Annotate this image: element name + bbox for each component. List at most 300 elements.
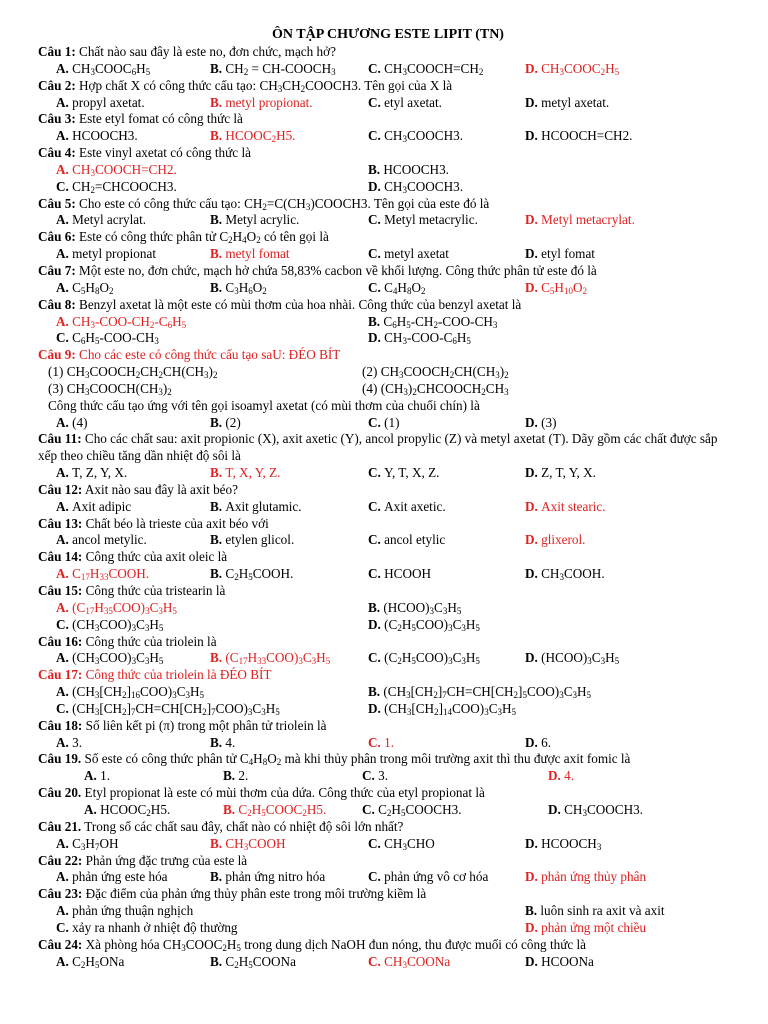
option-letter: B.	[210, 869, 226, 885]
question-stem: Trong số các chất sau đây, chất nào có nhiệt độ sôi lớn nhất?	[81, 818, 404, 834]
formula-list-row	[38, 381, 738, 398]
option-letter: B.	[210, 734, 226, 750]
option-text: $C_2H_5COONa$	[225, 953, 296, 970]
question	[38, 196, 738, 213]
answer-option[interactable]	[210, 280, 267, 297]
question	[38, 145, 738, 162]
option-letter: C.	[368, 869, 385, 885]
answer-option[interactable]	[56, 684, 204, 701]
option-letter: B.	[368, 313, 384, 329]
answer-row	[38, 836, 738, 853]
answer-option[interactable]	[56, 330, 159, 347]
option-text: $C_2H_5ONa$	[72, 953, 125, 970]
answer-row	[38, 566, 738, 583]
option-text: 4.	[225, 734, 236, 750]
question	[38, 297, 738, 314]
option-text: Y, T, X, Z.	[384, 465, 440, 481]
option-letter: A.	[84, 801, 101, 817]
answer-option[interactable]	[56, 650, 163, 667]
option-letter: B.	[210, 835, 226, 851]
option-text: $(C_{17}H_{35}COO)_3C_3H_5$	[72, 599, 177, 616]
option-text: $HCOOC_2H5$.	[100, 801, 171, 818]
question-number: Câu 18:	[38, 717, 83, 733]
answer-option[interactable]	[525, 415, 557, 432]
answer-option[interactable]	[525, 903, 665, 920]
formula-item	[48, 364, 217, 381]
question-number: Câu 7:	[38, 262, 76, 278]
option-letter: B.	[210, 650, 226, 666]
option-letter: B.	[210, 414, 226, 430]
answer-option[interactable]	[368, 684, 591, 701]
question	[38, 886, 738, 903]
answer-option[interactable]	[84, 768, 110, 785]
answer-option[interactable]	[368, 617, 480, 634]
answer-option[interactable]	[525, 920, 646, 937]
option-text: phản ứng một chiều	[541, 919, 647, 935]
option-letter: B.	[210, 465, 226, 481]
option-letter: B.	[210, 279, 226, 295]
option-letter: C.	[368, 246, 385, 262]
option-text: $C_2H_5COOC_2H5$.	[238, 801, 327, 818]
question-stem: Công thức của triolein là ĐÉO BÍT	[82, 667, 272, 683]
option-letter: A.	[56, 313, 73, 329]
answer-option[interactable]	[56, 566, 149, 583]
option-letter: C.	[368, 279, 385, 295]
answer-option[interactable]	[368, 735, 394, 752]
option-text: 6.	[541, 734, 552, 750]
question	[38, 785, 738, 802]
question-number: Câu 16:	[38, 633, 83, 649]
option-letter: C.	[368, 734, 385, 750]
answer-option[interactable]	[210, 954, 296, 971]
question-stem: Số liên kết pi (π) trong một phân tử triolein là	[82, 717, 327, 733]
answer-option[interactable]	[56, 903, 193, 920]
answer-option[interactable]	[525, 95, 609, 112]
answer-option[interactable]	[56, 246, 156, 263]
option-text: $(C_2H_5COO)_3C_3H_5$	[384, 650, 480, 667]
answer-option[interactable]	[368, 314, 497, 331]
option-text: $CH_3COONa$	[384, 953, 451, 970]
answer-row	[38, 61, 738, 78]
question-stem: Este vinyl axetat có công thức là	[75, 145, 251, 161]
answer-option[interactable]	[368, 162, 449, 179]
question	[38, 667, 738, 684]
option-letter: C.	[56, 178, 73, 194]
option-letter: A.	[56, 128, 73, 144]
question	[38, 44, 738, 61]
answer-row	[38, 415, 738, 432]
question-number: Câu 8:	[38, 296, 76, 312]
option-text: $(CH_3[CH_2]_{14}COO)_3C_3H_5$	[384, 700, 517, 717]
option-text: 3.	[72, 734, 83, 750]
question-stem: Phản ứng đặc trưng của este là	[82, 852, 248, 868]
question	[38, 78, 738, 95]
answer-option[interactable]	[56, 128, 138, 145]
option-text: T, X, Y, Z.	[225, 465, 281, 481]
answer-option[interactable]	[368, 836, 435, 853]
option-letter: D.	[525, 566, 542, 582]
option-letter: A.	[56, 60, 73, 76]
answer-option[interactable]	[368, 566, 431, 583]
option-text: Metyl acrylat.	[72, 212, 147, 228]
option-text: HCOOH	[384, 566, 432, 582]
option-letter: C.	[368, 953, 385, 969]
answer-option[interactable]	[525, 246, 595, 263]
option-letter: C.	[368, 532, 385, 548]
answer-row	[38, 499, 738, 516]
option-letter: D.	[525, 734, 542, 750]
answer-row	[38, 465, 738, 482]
option-text: Metyl metacrylat.	[541, 212, 635, 228]
option-text: $CH_3-COO-C_6H_5$	[384, 330, 471, 347]
option-text: ancol etylic	[384, 532, 446, 548]
answer-option[interactable]	[56, 920, 238, 937]
option-letter: A.	[56, 869, 73, 885]
formula-item	[48, 381, 172, 398]
question-stem: Đặc điểm của phản ứng thủy phân este trong môi trường kiềm là	[82, 886, 427, 902]
answer-option[interactable]	[548, 768, 574, 785]
option-letter: C.	[368, 498, 385, 514]
option-letter: B.	[210, 498, 226, 514]
option-letter: D.	[525, 279, 542, 295]
option-letter: C.	[56, 700, 73, 716]
option-letter: A.	[56, 212, 73, 228]
answer-option[interactable]	[525, 465, 596, 482]
answer-option[interactable]	[56, 532, 147, 549]
answer-option[interactable]	[56, 869, 168, 886]
option-letter: C.	[368, 60, 385, 76]
question-stem: Este etyl fomat có công thức là	[75, 111, 243, 127]
option-text: $HCOOCH_3$	[541, 835, 602, 852]
option-letter: C.	[368, 650, 385, 666]
option-text: HCOOCH=CH2.	[541, 128, 633, 144]
option-letter: C.	[368, 212, 385, 228]
option-letter: A.	[56, 599, 73, 615]
question-stem: Công thức của triolein là	[82, 633, 217, 649]
option-text: (1)	[384, 414, 400, 430]
answer-row	[38, 684, 738, 701]
question-number: Câu 24:	[38, 936, 83, 952]
question-stem: Công thức của axit oleic là	[82, 549, 228, 565]
option-letter: D.	[525, 835, 542, 851]
answer-option[interactable]	[525, 566, 605, 583]
option-letter: C.	[362, 801, 379, 817]
option-text: $(HCOO)_3C_3H_5$	[541, 650, 620, 667]
question-stem: Cho các chất sau: axit propionic (X), axit axetic (Y), ancol propylic (Z) và metyl axetat (T). Dãy gồm các chất được sắp xếp theo chiều tăng dần nhiệt độ sôi là	[38, 431, 718, 464]
answer-option[interactable]	[525, 128, 632, 145]
question-stem: Chất nào sau đây là este no, đơn chức, mạch hở?	[75, 44, 336, 59]
question-number: Câu 12:	[38, 481, 83, 497]
answer-row	[38, 179, 738, 196]
answer-option[interactable]	[84, 802, 170, 819]
option-text: Axit stearic.	[541, 498, 606, 514]
answer-option[interactable]	[223, 802, 326, 819]
option-letter: B.	[210, 246, 226, 262]
answer-row	[38, 212, 738, 229]
option-letter: D.	[525, 465, 542, 481]
answer-option[interactable]	[525, 650, 619, 667]
answer-option[interactable]	[210, 869, 325, 886]
answer-option[interactable]	[368, 330, 471, 347]
answer-option[interactable]	[525, 532, 585, 549]
answer-option[interactable]	[56, 61, 150, 78]
option-text: $(CH_3[CH_2]_7CH=CH[CH_2]_7COO)_3C_3H_5$	[72, 700, 280, 717]
option-text: $C_3H_7OH$	[72, 835, 119, 852]
option-letter: C.	[56, 330, 73, 346]
option-text: metyl fomat	[225, 246, 290, 262]
option-letter: A.	[56, 684, 73, 700]
answer-row	[38, 162, 738, 179]
answer-option[interactable]	[56, 465, 127, 482]
formula-item	[362, 381, 509, 398]
option-text: Z, T, Y, X.	[541, 465, 596, 481]
answer-option[interactable]	[362, 768, 388, 785]
answer-option[interactable]	[210, 650, 330, 667]
question-stem: Số este có công thức phân tử $C_4H_8O_2$ mà khi thủy phân trong môi trường axit thì thu được axit fomic là	[84, 751, 631, 768]
answer-option[interactable]	[210, 212, 299, 229]
answer-option[interactable]	[368, 212, 478, 229]
option-letter: D.	[525, 498, 542, 514]
question	[38, 482, 738, 499]
question-number: Câu 19.	[38, 751, 82, 767]
option-text: HCOONa	[541, 953, 594, 969]
answer-option[interactable]	[525, 499, 606, 516]
question-number: Câu 17:	[38, 667, 83, 683]
answer-option[interactable]	[362, 802, 462, 819]
answer-option[interactable]	[56, 95, 145, 112]
answer-option[interactable]	[210, 836, 286, 853]
answer-option[interactable]	[525, 735, 551, 752]
option-letter: D.	[368, 330, 385, 346]
answer-option[interactable]	[56, 314, 186, 331]
option-text: HCOOCH3.	[383, 161, 449, 177]
question	[38, 853, 738, 870]
answer-option[interactable]	[368, 61, 483, 78]
option-text: Metyl acrylic.	[225, 212, 300, 228]
answer-option[interactable]	[223, 768, 248, 785]
answer-row	[38, 920, 738, 937]
option-text: HCOOCH3.	[72, 128, 138, 144]
option-letter: B.	[210, 60, 226, 76]
option-text: $CH_3CHO$	[384, 835, 435, 852]
question	[38, 718, 738, 735]
option-letter: D.	[525, 128, 542, 144]
page-title: ÔN TẬP CHƯƠNG ESTE LIPIT (TN)	[272, 27, 504, 42]
option-letter: C.	[362, 768, 379, 784]
option-text: (4) $(CH_3)_2CHCOOCH_2CH_3$	[362, 380, 509, 397]
answer-option[interactable]	[368, 499, 446, 516]
question	[38, 549, 738, 566]
option-text: $CH_2$ = $CH-COOCH_3$	[225, 60, 336, 77]
option-letter: A.	[56, 498, 73, 514]
answer-option[interactable]	[210, 95, 313, 112]
option-text: $C_6H_5-COO-CH_3$	[72, 330, 159, 347]
question-stem: Chất béo là trieste của axit béo với	[82, 515, 269, 531]
answer-option[interactable]	[210, 532, 294, 549]
answer-option[interactable]	[56, 280, 113, 297]
option-text: $C_2H_5COOH$.	[225, 566, 294, 583]
answer-row	[38, 246, 738, 263]
answer-option[interactable]	[56, 415, 88, 432]
option-text: (1) $CH_3COOCH_2CH_2CH(CH_3)_2$	[48, 364, 218, 381]
option-text: Axit adipic	[72, 498, 132, 514]
answer-option[interactable]	[56, 735, 82, 752]
answer-row	[38, 128, 738, 145]
answer-option[interactable]	[368, 869, 488, 886]
question-number: Câu 2:	[38, 77, 76, 93]
answer-option[interactable]	[56, 954, 124, 971]
option-text: xảy ra nhanh ở nhiệt độ thường	[72, 919, 238, 935]
answer-option[interactable]	[56, 179, 177, 196]
answer-row	[38, 532, 738, 549]
answer-option[interactable]	[368, 465, 439, 482]
answer-option[interactable]	[56, 600, 177, 617]
question-number: Câu 5:	[38, 195, 76, 211]
answer-option[interactable]	[210, 499, 302, 516]
option-letter: D.	[548, 768, 565, 784]
answer-row	[38, 701, 738, 718]
question-number: Câu 3:	[38, 111, 76, 127]
answer-option[interactable]	[210, 465, 280, 482]
question-stem: Công thức của tristearin là	[82, 583, 226, 598]
option-text: $C_5H_8O_2$	[72, 279, 114, 296]
question-list	[38, 44, 738, 970]
option-text: metyl axetat	[384, 246, 449, 262]
question	[38, 347, 738, 364]
answer-option[interactable]	[525, 61, 619, 78]
answer-option[interactable]	[56, 212, 146, 229]
answer-option[interactable]	[56, 617, 163, 634]
answer-row	[38, 617, 738, 634]
option-letter: C.	[368, 414, 385, 430]
option-letter: C.	[56, 919, 73, 935]
option-letter: A.	[56, 414, 73, 430]
answer-option[interactable]	[56, 701, 280, 718]
answer-option[interactable]	[368, 179, 463, 196]
question-stem: Cho các este có công thức cấu tạo saU: ĐÉO BÍT	[75, 347, 341, 363]
option-text: $CH_3COOH$.	[541, 566, 605, 583]
question	[38, 516, 738, 533]
option-letter: B.	[223, 768, 239, 784]
answer-option[interactable]	[210, 246, 289, 263]
question-number: Câu 13:	[38, 515, 83, 531]
option-text: $CH_3COOC_6H_5$	[72, 60, 151, 77]
answer-option[interactable]	[525, 836, 601, 853]
answer-option[interactable]	[525, 869, 646, 886]
option-letter: D.	[525, 94, 542, 110]
answer-option[interactable]	[368, 954, 450, 971]
answer-option[interactable]	[210, 61, 336, 78]
question-stem: Công thức cấu tạo ứng với tên gọi isoamyl axetat (có mùi thơm của chuối chín) là	[48, 397, 480, 413]
answer-option[interactable]	[210, 128, 295, 145]
option-text: $CH_3COOC_2H_5$	[541, 60, 620, 77]
option-letter: D.	[548, 801, 565, 817]
answer-option[interactable]	[210, 566, 293, 583]
answer-row	[38, 768, 738, 785]
question-number: Câu 9:	[38, 347, 76, 363]
option-text: $(CH_3COO)_3C_3H_5$	[72, 616, 164, 633]
option-letter: A.	[56, 161, 73, 177]
option-text: metyl propionat	[72, 246, 156, 262]
option-text: $C_6H_5-CH_2-COO-CH_3$	[383, 313, 498, 330]
question	[38, 751, 738, 768]
option-text: propyl axetat.	[72, 94, 145, 110]
answer-option[interactable]	[525, 280, 587, 297]
option-letter: D.	[525, 953, 542, 969]
option-letter: B.	[210, 94, 226, 110]
answer-row	[38, 330, 738, 347]
answer-option[interactable]	[368, 415, 400, 432]
answer-option[interactable]	[210, 415, 241, 432]
option-text: 4.	[564, 768, 575, 784]
question	[38, 634, 738, 651]
option-letter: B.	[210, 953, 226, 969]
option-text: phản ứng este hóa	[72, 869, 168, 885]
answer-option[interactable]	[368, 600, 461, 617]
answer-option[interactable]	[368, 701, 516, 718]
option-text: ancol metylic.	[72, 532, 147, 548]
answer-option[interactable]	[368, 246, 449, 263]
question-stem: Cho este có công thức cấu tạo: $CH_2=C(CH_3)COOCH3$. Tên gọi của este đó là	[79, 195, 490, 212]
question-stem: Hợp chất X có công thức cấu tạo: $CH_3CH_2COOCH3$. Tên gọi của X là	[79, 77, 453, 94]
formula-list-row	[38, 364, 738, 381]
option-letter: D.	[525, 532, 542, 548]
option-text: $CH_3COOCH3$.	[564, 801, 644, 818]
answer-option[interactable]	[368, 128, 463, 145]
option-text: $(HCOO)_3C_3H_5$	[383, 599, 462, 616]
question-number: Câu 22:	[38, 852, 83, 868]
answer-option[interactable]	[525, 954, 594, 971]
option-letter: D.	[525, 650, 542, 666]
option-letter: C.	[368, 94, 385, 110]
answer-option[interactable]	[210, 735, 235, 752]
answer-option[interactable]	[56, 162, 177, 179]
formula-item	[362, 364, 509, 381]
option-letter: A.	[56, 835, 73, 851]
option-text: (2) $CH_3COOCH_2CH(CH_3)_2$	[362, 364, 509, 381]
option-text: $HCOOC_2H5$.	[225, 128, 296, 145]
answer-option[interactable]	[368, 280, 425, 297]
option-text: $CH_3-COO-CH_2-C_6H_5$	[72, 313, 187, 330]
question-number: Câu 20.	[38, 785, 82, 801]
option-text: $(CH_3[CH_2]_{16}COO)_3C_3H_5$	[72, 684, 205, 701]
answer-row	[38, 280, 738, 297]
option-letter: A.	[84, 768, 101, 784]
answer-option[interactable]	[56, 836, 119, 853]
option-letter: B.	[210, 532, 226, 548]
answer-option[interactable]	[368, 532, 445, 549]
answer-option[interactable]	[368, 650, 480, 667]
answer-option[interactable]	[525, 212, 635, 229]
option-letter: A.	[56, 279, 73, 295]
option-text: $CH_3COOH$	[225, 835, 286, 852]
answer-option[interactable]	[548, 802, 643, 819]
question-number: Câu 14:	[38, 549, 83, 565]
option-text: phản ứng thủy phân	[541, 869, 647, 885]
option-text: phản ứng thuận nghịch	[72, 903, 194, 919]
option-letter: A.	[56, 650, 73, 666]
answer-option[interactable]	[56, 499, 131, 516]
option-text: metyl axetat.	[541, 94, 610, 110]
answer-row	[38, 314, 738, 331]
option-text: $(C_2H_5COO)_3C_3H_5$	[384, 616, 480, 633]
option-letter: C.	[368, 835, 385, 851]
option-letter: D.	[525, 869, 542, 885]
option-text: (4)	[72, 414, 88, 430]
option-text: $CH_3COOCH3$.	[384, 128, 464, 145]
answer-option[interactable]	[368, 95, 442, 112]
option-letter: B.	[368, 599, 384, 615]
